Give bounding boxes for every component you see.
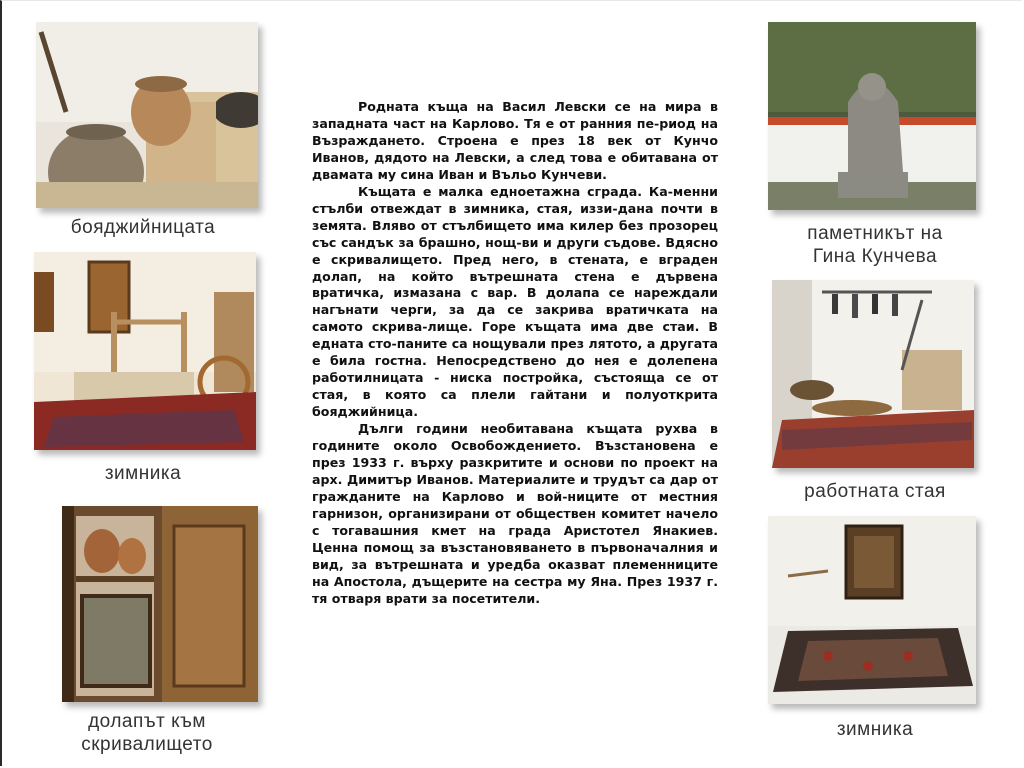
caption-line-1: долапът към bbox=[88, 711, 206, 732]
photo-monument bbox=[768, 22, 976, 210]
photo-cupboard-hideout bbox=[62, 506, 258, 702]
article-paragraph-2: Къщата е малка едноетажна сграда. Ка-менни стълби отвеждат в зимника, стая, иззи-дана почти в земята. Вляво от стълбището има килер без прозорец със сандък за брашно, нощ-ви и други съдове. Вдясно е скривалището. Пред него, в стената, е вграден долап, на който вътрешната стена е дървена вратичка, измазана с вар. В долапа се нареждали нагънати черги, за да се закрива вратичката на самото скрива-лище. Горе къщата има две стаи. В едната сто-паните са нощували през лятото, а другата е била гостна. Непосредствено до нея е долепена работилницата - ниска постройка, състояща се от стая, в която са плели гайтани и полуоткрита бояджийница. bbox=[312, 183, 718, 420]
caption-cellar-left bbox=[30, 462, 256, 485]
caption-line-2: скривалището bbox=[81, 734, 213, 755]
photo-work-room bbox=[772, 280, 974, 468]
article-paragraph-1: Родната къща на Васил Левски се на мира в западната част на Карлово. Тя е от ранния пе-риод на Възраждането. Строена е през 18 век от Кунчо Иванов, дядото на Левски, а след това е обитавана от двамата му сина Иван и Въльо Кунчеви. bbox=[312, 99, 718, 182]
caption-work-room bbox=[760, 480, 990, 503]
caption-text: бояджийницата bbox=[70, 217, 216, 238]
article-text bbox=[312, 99, 718, 608]
caption-dye-house bbox=[30, 216, 256, 239]
photo-cellar-loom bbox=[34, 252, 256, 450]
caption-line-1: паметникът на bbox=[807, 223, 943, 244]
article-paragraph-3: Дълги години необитавана къщата рухва в годините около Освобождението. Възстановена е през 1933 г. върху разкритите и основи по проект на арх. Димитър Иванов. Материалите и трудът са дар от гражданите на Карлово и вой-ниците от местния гарнизон, организирани от обществен комитет начело с тогавашния кмет на града Аристотел Янакиев. Ценна помощ за възстановяването в първоначалния и вид, за вътрешната и уредба оказват племенниците на Апостола, дъщерите на сестра му Яна. През 1937 г. тя отваря врати за посетители. bbox=[312, 421, 718, 606]
caption-line-2: Гина Кунчева bbox=[812, 246, 938, 267]
caption-cupboard bbox=[34, 710, 260, 756]
caption-text: зимника bbox=[104, 463, 182, 484]
photo-cellar-right bbox=[768, 516, 976, 704]
caption-text: зимника bbox=[836, 719, 914, 740]
caption-monument bbox=[760, 222, 990, 268]
photo-dye-house bbox=[36, 22, 258, 208]
caption-text: работната стая bbox=[804, 481, 946, 502]
caption-cellar-right bbox=[760, 718, 990, 741]
